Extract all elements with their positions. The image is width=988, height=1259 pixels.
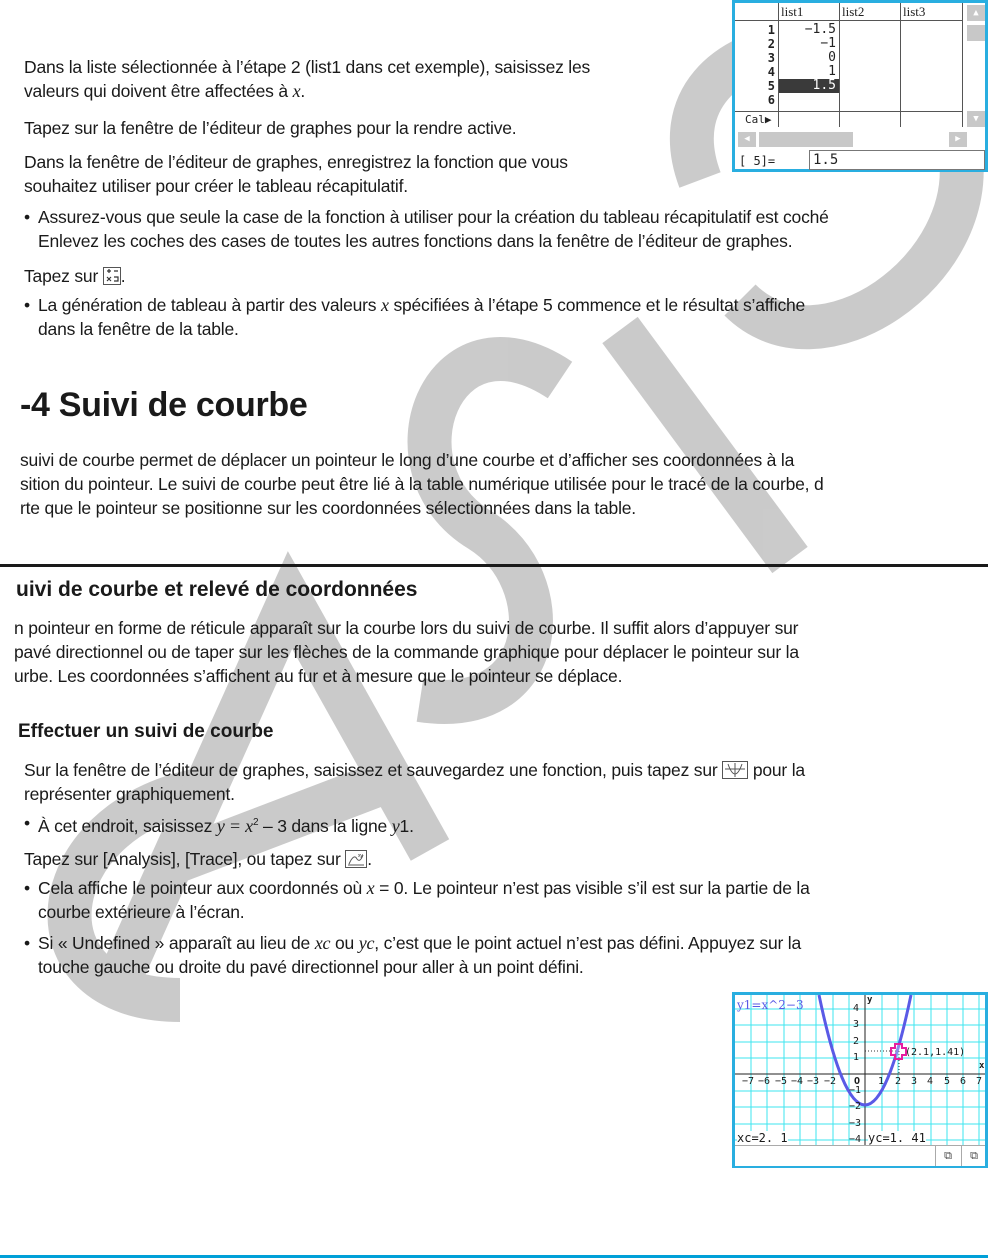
subsection-line1: n pointeur en forme de réticule apparaît sur la courbe lors du suivi de courbe. Il suffit alors d’appuyer sur — [14, 618, 799, 638]
section-divider — [0, 564, 988, 567]
row-number: 2 — [767, 37, 775, 51]
scroll-up-button[interactable]: ▲ — [967, 5, 985, 21]
section-intro-line3: rte que le pointeur se positionne sur les coordonnées sélectionnées dans la table. — [20, 498, 636, 518]
scroll-left-button[interactable]: ◀ — [738, 132, 756, 147]
scroll-down-button[interactable]: ▼ — [967, 111, 985, 127]
step-activate-editor: Tapez sur la fenêtre de l’éditeur de graphes pour la rendre active. — [24, 118, 517, 138]
scroll-right-button[interactable]: ▶ — [949, 132, 967, 147]
note-check-line2: Enlevez les coches des cases de toutes les autres fonctions dans la fenêtre de l’éditeur de graphes. — [38, 231, 793, 251]
bullet: • — [24, 813, 30, 833]
bullet: • — [24, 933, 30, 953]
step-register-line2: souhaitez utiliser pour créer le tableau récapitulatif. — [24, 176, 408, 196]
subsection-line2: pavé directionnel ou de taper sur les flèches de la commande graphique pour déplacer le pointeur sur la — [14, 642, 799, 662]
column-header-list1[interactable]: list1 — [781, 4, 804, 19]
column-header-list2[interactable]: list2 — [842, 4, 865, 19]
procedure-title: Effectuer un suivi de courbe — [18, 721, 274, 742]
step-enter-values-line2: valeurs qui doivent être affectées à x. — [24, 81, 306, 101]
page-bottom-rule — [0, 1255, 988, 1258]
svg-text:xy: xy — [358, 853, 363, 859]
copy-icon[interactable]: ⧉ — [935, 1146, 960, 1166]
subsection-line3: urbe. Les coordonnées s’affichent au fur et à mesure que le pointeur se déplace. — [14, 666, 623, 686]
list1-cell[interactable]: 0 — [828, 50, 836, 65]
procedure-note2-line2: courbe extérieure à l’écran. — [38, 902, 245, 922]
cal-row-label[interactable]: Cal▶ — [745, 113, 772, 126]
xc-readout: xc=2. 1 — [737, 1131, 788, 1145]
paste-icon[interactable]: ⧉ — [961, 1146, 986, 1166]
x-axis-label: x — [979, 1061, 985, 1071]
column-header-list3[interactable]: list3 — [903, 4, 926, 19]
procedure-note1: À cet endroit, saisissez $y = x^2 - 3$ dans la ligne y1. — [38, 815, 414, 836]
trace-point-label: (2.1,1.41) — [905, 1047, 966, 1058]
step-register-line1: Dans la fenêtre de l’éditeur de graphes, enregistrez la fonction que vous — [24, 152, 568, 172]
edit-line-input[interactable]: 1.5 — [809, 150, 985, 170]
procedure-step2: Tapez sur [Analysis], [Trace], ou tapez sur xy . — [24, 849, 372, 869]
subsection-title: uivi de courbe et relevé de coordonnées — [16, 578, 418, 601]
step-enter-values-line1: Dans la liste sélectionnée à l’étape 2 (list1 dans cet exemple), saisissez les — [24, 57, 591, 77]
procedure-note3-line1: Si « Undefined » apparaît au lieu de xc ou yc, c’est que le point actuel n’est pas défini. Appuyez sur la — [38, 933, 802, 953]
table-generate-icon[interactable] — [103, 267, 121, 285]
row-number: 3 — [767, 51, 775, 65]
note-check-line1: Assurez-vous que seule la case de la fonction à utiliser pour la création du tableau récapitulatif est coché — [38, 207, 829, 227]
horizontal-scrollbar-thumb[interactable] — [759, 132, 853, 147]
list-editor-screen — [732, 0, 988, 172]
note-generation-line1: La génération de tableau à partir des valeurs x spécifiées à l’étape 5 commence et le résultat s’affiche — [38, 295, 806, 315]
row-number: 4 — [767, 65, 775, 79]
graph-window[interactable]: y1=x^2−3 (2.1,1.41) y x O −7 −6 −5 −4 −3 −2 1 2 3 4 5 6 7 4 3 2 1 −1 −2 −3 −4 xc=2. 1 yc=1. 41 ⧉ ⧉ — [732, 992, 988, 1168]
note-generation-line2: dans la fenêtre de la table. — [38, 319, 239, 339]
vertical-scrollbar-thumb[interactable] — [967, 25, 985, 41]
y-axis-label: y — [867, 995, 873, 1005]
section-intro-line2: sition du pointeur. Le suivi de courbe peut être lié à la table numérique utilisée pour le tracé de la courbe, d — [20, 474, 824, 494]
section-intro-line1: suivi de courbe permet de déplacer un pointeur le long d’une courbe et d’afficher ses coordonnées à la — [20, 450, 795, 470]
edit-line-label: [ 5]= — [739, 154, 776, 168]
row-number: 6 — [767, 93, 775, 107]
bullet: • — [24, 878, 30, 898]
procedure-note2-line1: Cela affiche le pointeur aux coordonnés où x = 0. Le pointeur n’est pas visible s’il est sur la partie de la — [38, 878, 810, 898]
origin-label: O — [854, 1076, 861, 1087]
procedure-step1-line2: représenter graphiquement. — [24, 784, 235, 804]
procedure-step1-line1: Sur la fenêtre de l’éditeur de graphes, saisissez et sauvegardez une fonction, puis tapez sur pour la — [24, 760, 805, 780]
section-title: -4 Suivi de courbe — [20, 386, 308, 424]
function-label: y1=x^2−3 — [737, 998, 804, 1012]
trace-icon[interactable] — [345, 850, 367, 868]
list1-cell[interactable]: −1.5 — [804, 22, 836, 37]
yc-readout: yc=1. 41 — [868, 1131, 926, 1145]
step-tap-table: Tapez sur . — [24, 266, 126, 286]
graph-toolbar — [735, 1145, 985, 1166]
list1-cell-selected[interactable]: 1.5 — [779, 79, 839, 93]
list1-cell[interactable] — [779, 93, 839, 107]
row-number: 1 — [767, 23, 775, 37]
bullet: • — [24, 295, 30, 315]
bullet: • — [24, 207, 30, 227]
procedure-note3-line2: touche gauche ou droite du pavé directionnel pour aller à un point défini. — [38, 957, 584, 977]
row-number: 5 — [767, 79, 775, 93]
list1-cell[interactable]: −1 — [820, 36, 836, 51]
graph-plot-icon[interactable] — [722, 761, 748, 779]
list1-cell[interactable]: 1 — [828, 64, 836, 79]
